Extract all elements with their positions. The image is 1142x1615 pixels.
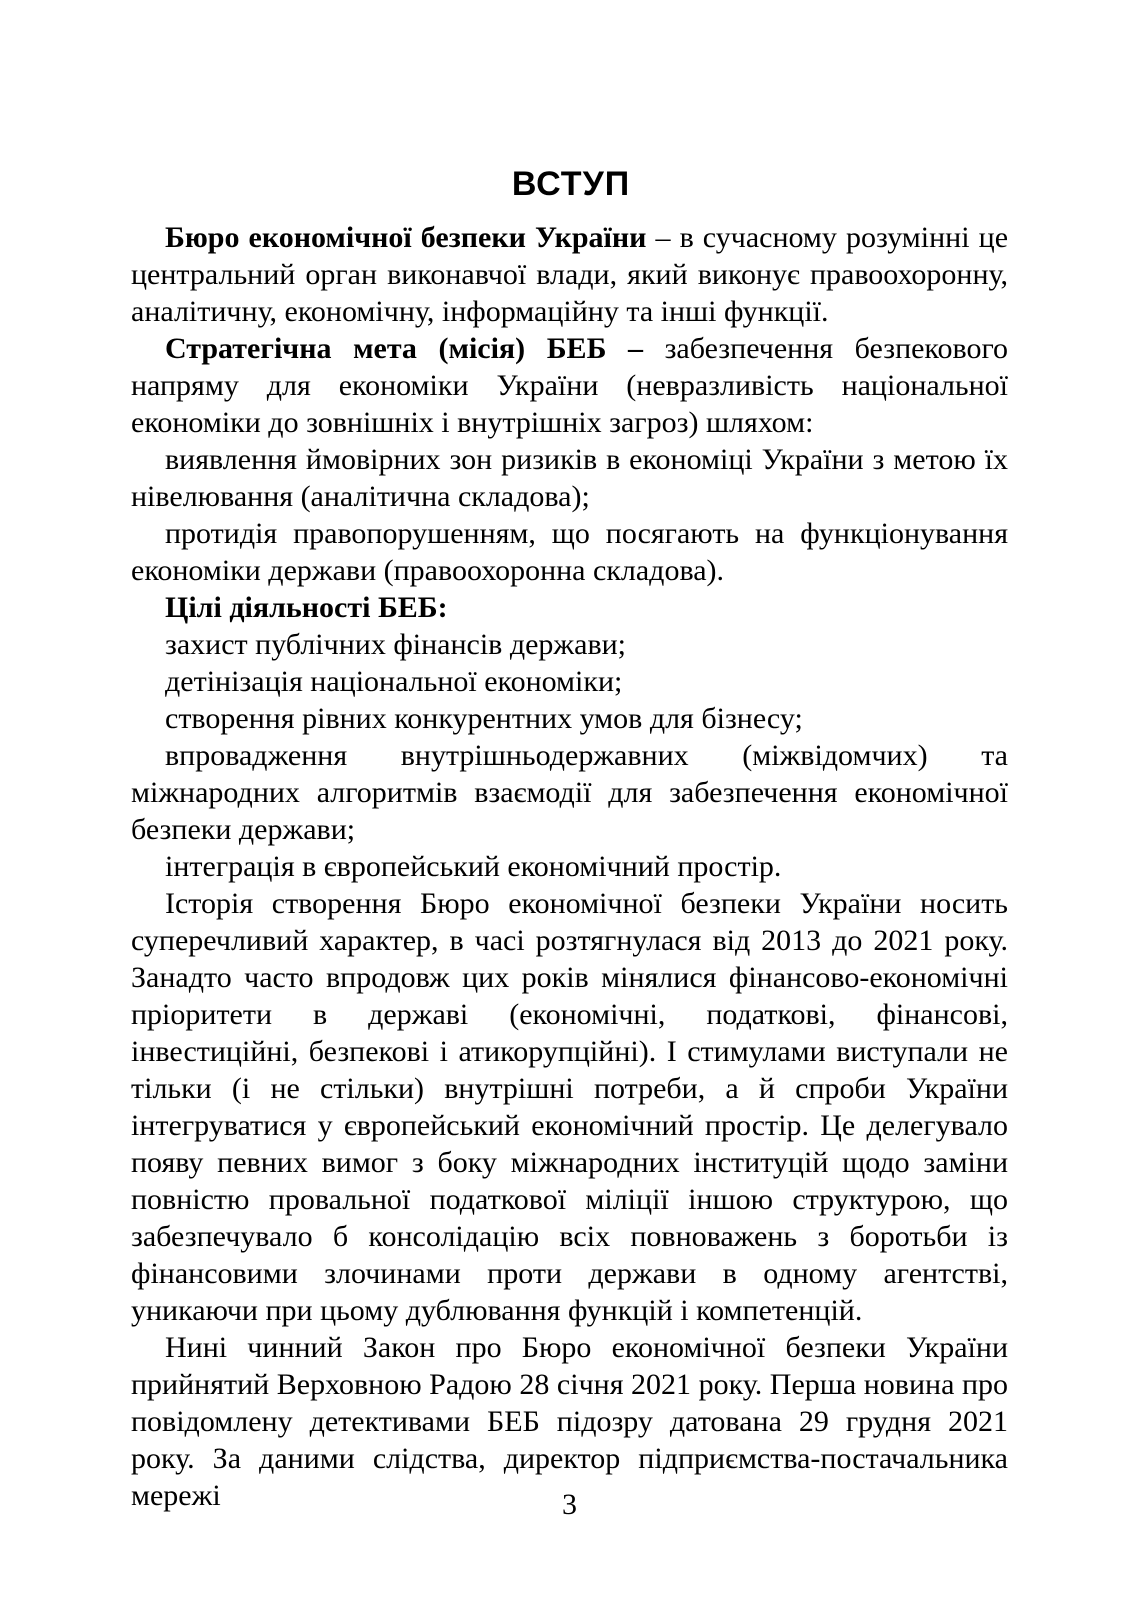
paragraph (131, 330, 1008, 441)
paragraph-text-run: Нині чинний Закон про Бюро економічної безпеки України прийнятий Верховною Радою 28 січня 2021 року. Перша новина про повідомлену детективами БЕБ підозру датована 29 грудня 2021 року. За даними слідства, директор підприємства-постачальника мережі (131, 1331, 1008, 1512)
paragraph (131, 441, 1008, 515)
page-number: 3 (562, 1488, 577, 1521)
paragraph (131, 589, 1008, 626)
paragraph (131, 626, 1008, 663)
paragraph (131, 663, 1008, 700)
paragraph-bold-run: Стратегічна мета (місія) БЕБ – (165, 332, 665, 365)
paragraph-text-run: виявлення ймовірних зон ризиків в економіці України з метою їх нівелювання (аналітична складова); (131, 443, 1008, 513)
paragraph (131, 700, 1008, 737)
paragraph-text-run: протидія правопорушенням, що посягають на функціонування економіки держави (правоохоронна складова). (131, 517, 1008, 587)
paragraph (131, 737, 1008, 848)
paragraph (131, 885, 1008, 1329)
paragraph-text-run: впровадження внутрішньодержавних (міжвідомчих) та міжнародних алгоритмів взаємодії для забезпечення економічної безпеки держави; (131, 739, 1008, 846)
paragraph (131, 219, 1008, 330)
paragraph (131, 848, 1008, 885)
paragraph-text-run: створення рівних конкурентних умов для бізнесу; (165, 702, 803, 735)
paragraph (131, 515, 1008, 589)
paragraph-text-run: забезпечення безпекового напряму для економіки України (невразливість національної економіки до зовнішніх і внутрішніх загроз) шляхом: (131, 332, 1009, 439)
paragraph-text-run: детінізація національної економіки; (165, 665, 623, 698)
paragraph-text-run: захист публічних фінансів держави; (165, 628, 627, 661)
paragraph-bold-run: Цілі діяльності БЕБ: (165, 591, 448, 624)
paragraph-text-run: – в сучасному розумінні це центральний орган виконавчої влади, який виконує правоохоронну, аналітичну, економічну, інформаційну та інші функції. (131, 221, 1009, 328)
page-title: ВСТУП (511, 164, 631, 203)
paragraph-text-run: Історія створення Бюро економічної безпеки України носить суперечливий характер, в часі розтягнулася від 2013 до 2021 року. Занадто часто впродовж цих років мінялися фінансово-економічні пріоритети в державі (економічні, податкові, фінансові, інвестиційні, безпекові і атикорупційні). І стимулами виступали не тільки (і не стільки) внутрішні потреби, а й спроби України інтегруватися у європейський економічний простір. Це делегувало появу певних вимог з боку міжнародних інституцій щодо заміни повністю провальної податкової міліції іншою структурою, що забезпечувало б консолідацію всіх повноважень з боротьби із фінансовими злочинами проти держави в одному агентстві, уникаючи при цьому дублювання функцій і компетенцій. (131, 887, 1008, 1327)
paragraph-text-run: інтеграція в європейський економічний простір. (165, 850, 782, 883)
paragraph-bold-run: Бюро економічної безпеки України (165, 221, 647, 254)
document-body (131, 219, 1008, 1514)
